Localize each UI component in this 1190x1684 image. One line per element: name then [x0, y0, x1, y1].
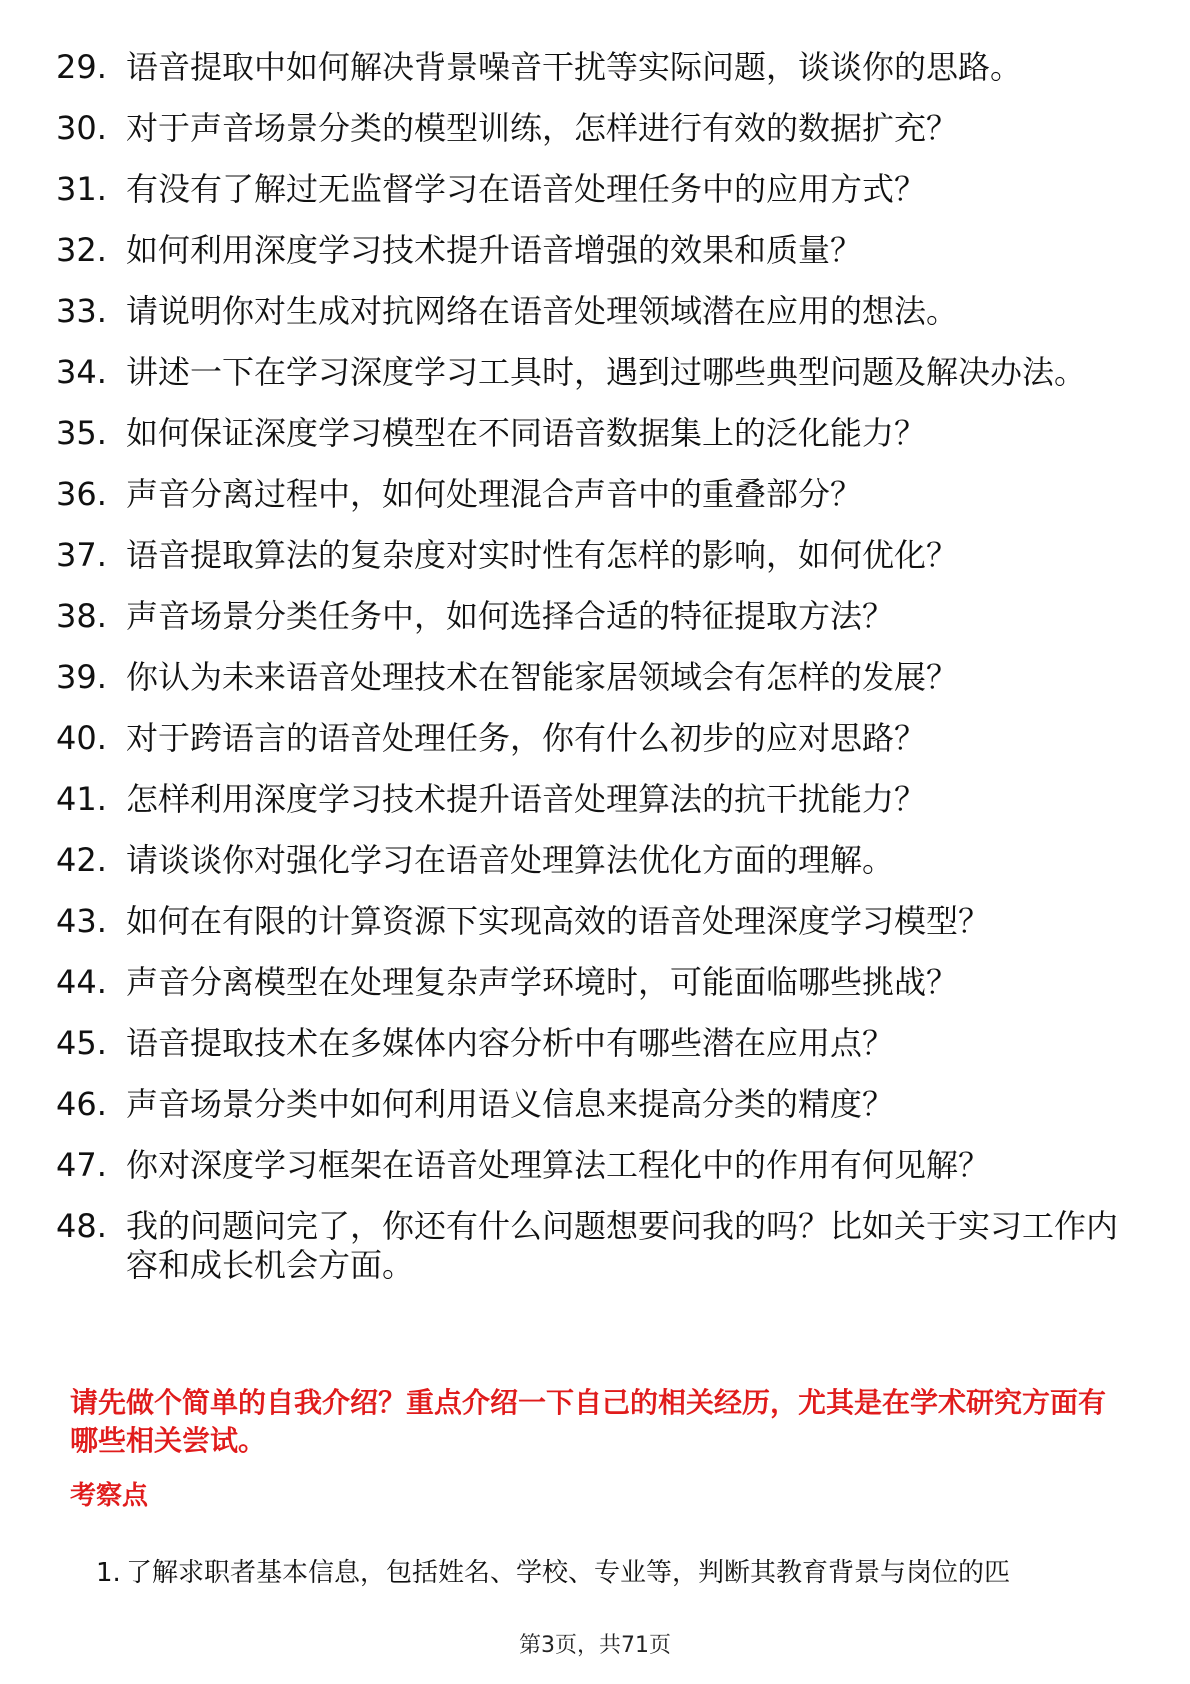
question-text: 我的问题问完了，你还有什么问题想要问我的吗？比如关于实习工作内容和成长机会方面。: [126, 1207, 1119, 1284]
question-number: 44.: [56, 963, 107, 1001]
assessment-point-list: [96, 1556, 1136, 1590]
question-number: 32.: [56, 231, 107, 269]
question-text: 对于声音场景分类的模型训练，怎样进行有效的数据扩充？: [126, 109, 959, 147]
question-item: [56, 1085, 1126, 1124]
question-item: [56, 1024, 1126, 1063]
question-number: 43.: [56, 902, 107, 940]
question-item: [56, 1146, 1126, 1185]
question-text: 如何保证深度学习模型在不同语音数据集上的泛化能力？: [126, 414, 927, 452]
question-number: 37.: [56, 536, 107, 574]
question-item: [56, 231, 1126, 270]
page-footer: 第3页，共71页: [519, 1633, 671, 1658]
question-text: 怎样利用深度学习技术提升语音处理算法的抗干扰能力？: [126, 780, 927, 818]
question-item: [56, 536, 1126, 575]
question-item: [56, 841, 1126, 880]
question-item: [56, 48, 1126, 87]
question-number: 34.: [56, 353, 107, 391]
question-text: 对于跨语言的语音处理任务，你有什么初步的应对思路？: [126, 719, 927, 757]
question-number: 42.: [56, 841, 107, 879]
question-number: 33.: [56, 292, 107, 330]
question-text: 有没有了解过无监督学习在语音处理任务中的应用方式？: [126, 170, 927, 208]
question-item: [56, 902, 1126, 941]
question-item: [56, 597, 1126, 636]
point-text: 了解求职者基本信息，包括姓名、学校、专业等，判断其教育背景与岗位的匹: [126, 1558, 1011, 1588]
question-text: 你认为未来语音处理技术在智能家居领域会有怎样的发展？: [126, 658, 959, 696]
question-text: 请说明你对生成对抗网络在语音处理领域潜在应用的想法。: [126, 292, 959, 330]
question-number: 39.: [56, 658, 107, 696]
question-text: 声音分离过程中，如何处理混合声音中的重叠部分？: [126, 475, 863, 513]
question-text: 声音场景分类任务中，如何选择合适的特征提取方法？: [126, 597, 895, 635]
assessment-points-label: 考察点: [70, 1481, 149, 1511]
question-text: 请谈谈你对强化学习在语音处理算法优化方面的理解。: [126, 841, 895, 879]
question-item: [56, 658, 1126, 697]
question-number: 46.: [56, 1085, 107, 1123]
question-item: [56, 780, 1126, 819]
question-list: [56, 48, 1126, 1307]
question-number: 31.: [56, 170, 107, 208]
question-number: 29.: [56, 48, 107, 86]
question-number: 36.: [56, 475, 107, 513]
question-number: 38.: [56, 597, 107, 635]
question-text: 语音提取技术在多媒体内容分析中有哪些潜在应用点？: [126, 1024, 895, 1062]
question-text: 声音场景分类中如何利用语义信息来提高分类的精度？: [126, 1085, 895, 1123]
question-item: [56, 170, 1126, 209]
question-item: [56, 414, 1126, 453]
question-text: 你对深度学习框架在语音处理算法工程化中的作用有何见解？: [126, 1146, 991, 1184]
section-heading: 请先做个简单的自我介绍？重点介绍一下自己的相关经历，尤其是在学术研究方面有哪些相关尝试。: [70, 1386, 1107, 1457]
question-number: 45.: [56, 1024, 107, 1062]
question-item: [56, 109, 1126, 148]
question-item: [56, 292, 1126, 331]
question-item: [56, 719, 1126, 758]
question-text: 讲述一下在学习深度学习工具时，遇到过哪些典型问题及解决办法。: [126, 353, 1087, 391]
question-text: 如何在有限的计算资源下实现高效的语音处理深度学习模型？: [126, 902, 991, 940]
assessment-point-item: [96, 1556, 1136, 1590]
question-item: [56, 1207, 1126, 1285]
question-number: 41.: [56, 780, 107, 818]
question-text: 如何利用深度学习技术提升语音增强的效果和质量？: [126, 231, 863, 269]
question-number: 40.: [56, 719, 107, 757]
question-text: 语音提取中如何解决背景噪音干扰等实际问题，谈谈你的思路。: [126, 48, 1023, 86]
question-number: 30.: [56, 109, 107, 147]
question-item: [56, 475, 1126, 514]
question-item: [56, 963, 1126, 1002]
question-text: 语音提取算法的复杂度对实时性有怎样的影响，如何优化？: [126, 536, 959, 574]
question-text: 声音分离模型在处理复杂声学环境时，可能面临哪些挑战？: [126, 963, 959, 1001]
question-number: 35.: [56, 414, 107, 452]
question-number: 48.: [56, 1207, 107, 1245]
point-number: 1.: [96, 1558, 121, 1588]
question-item: [56, 353, 1126, 392]
question-number: 47.: [56, 1146, 107, 1184]
